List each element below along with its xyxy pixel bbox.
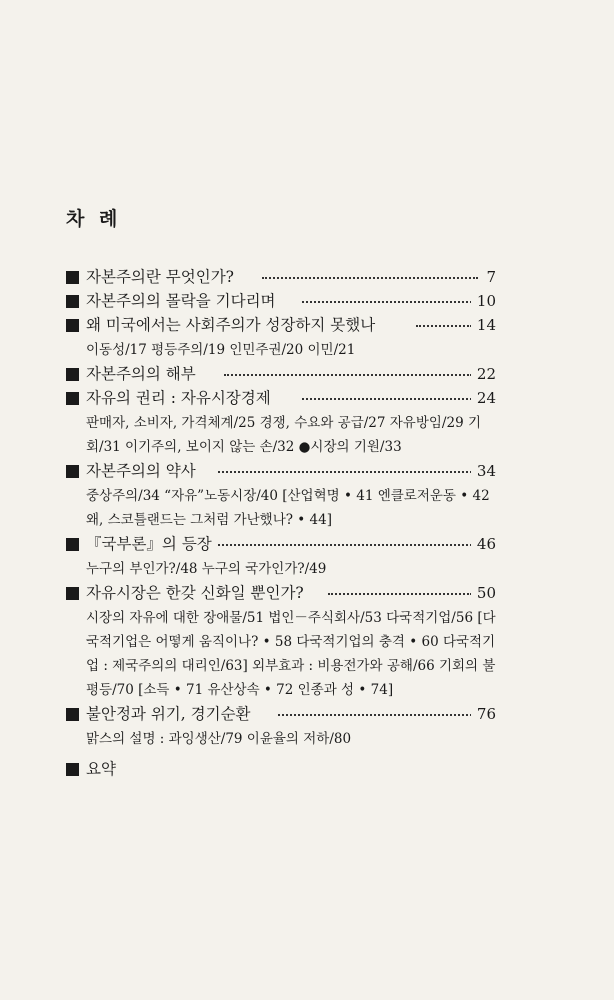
toc-entry-title: 자본주의의 해부: [86, 365, 200, 384]
toc-entry-title: 불안정과 위기, 경기순환: [86, 705, 255, 724]
square-bullet-icon: [66, 538, 79, 551]
page-title: 차 례: [66, 208, 122, 230]
dot-leader: [328, 593, 472, 595]
dot-leader: [416, 325, 472, 327]
square-bullet-icon: [66, 708, 79, 721]
toc-entry: [66, 365, 496, 384]
toc-subentries: 시장의 자유에 대한 장애물/51 법인－주식회사/53 다국적기업/56 [다국적기업은 어떻게 움직이나? • 58 다국적기업의 충격 • 60 다국적기업 : 제국주의의 대리인/63] 외부효과 : 비용전가와 공해/66 기회의 불평등/70 [소득 • 71 유산상속 • 72 인종과 성 • 74]: [86, 610, 496, 698]
square-bullet-icon: [66, 587, 79, 600]
dot-leader: [302, 301, 472, 303]
toc-entry-title: 자본주의란 무엇인가?: [86, 268, 238, 287]
dot-leader: [218, 471, 472, 473]
toc-entry: [66, 268, 496, 287]
toc-page-number: 50: [471, 584, 496, 603]
dot-leader: [278, 714, 472, 716]
square-bullet-icon: [66, 319, 79, 332]
toc-entry: [66, 292, 496, 311]
toc-page-number: 22: [471, 365, 496, 384]
table-of-contents: [66, 268, 496, 784]
toc-page-number: 24: [471, 389, 496, 408]
toc-entry-title: 요약: [86, 760, 120, 779]
square-bullet-icon: [66, 295, 79, 308]
toc-subentries: 누구의 부인가?/48 누구의 국가인가?/49: [86, 561, 327, 577]
toc-entry-title: 『국부론』의 등장: [86, 535, 216, 554]
toc-page-number: 46: [471, 535, 496, 554]
toc-entry: [66, 760, 496, 779]
toc-entry: [66, 584, 496, 603]
toc-page-number: 76: [471, 705, 496, 724]
toc-entry: [66, 705, 496, 724]
toc-page-number: 34: [471, 462, 496, 481]
toc-entry: [66, 462, 496, 481]
dot-leader: [302, 398, 472, 400]
square-bullet-icon: [66, 392, 79, 405]
toc-entry: [66, 389, 496, 408]
square-bullet-icon: [66, 368, 79, 381]
toc-entry-title: 자본주의의 약사: [86, 462, 200, 481]
dot-leader: [224, 374, 472, 376]
toc-subentries: 이동성/17 평등주의/19 인민주권/20 이민/21: [86, 342, 356, 358]
toc-entry-title: 자유시장은 한갖 신화일 뿐인가?: [86, 584, 308, 603]
toc-entry: [66, 316, 496, 335]
toc-entry: [66, 535, 496, 554]
square-bullet-icon: [66, 763, 79, 776]
toc-page-number: 7: [480, 268, 496, 287]
toc-subentries: 판매자, 소비자, 가격체계/25 경쟁, 수요와 공급/27 자유방임/29 기회/31 이기주의, 보이지 않는 손/32 ●시장의 기원/33: [86, 415, 481, 455]
toc-page-number: 14: [471, 316, 496, 335]
dot-leader: [218, 544, 472, 546]
toc-subentries: 맑스의 설명 : 과잉생산/79 이윤율의 저하/80: [86, 731, 352, 747]
toc-page-number: 10: [471, 292, 496, 311]
toc-entry-title: 왜 미국에서는 사회주의가 성장하지 못했나: [86, 316, 379, 335]
square-bullet-icon: [66, 465, 79, 478]
toc-entry-title: 자본주의의 몰락을 기다리며: [86, 292, 280, 311]
dot-leader: [262, 277, 478, 279]
toc-subentries: 중상주의/34 “자유”노동시장/40 [산업혁명 • 41 엔클로저운동 • 42 왜, 스코틀랜드는 그처럼 가난했나? • 44]: [86, 488, 490, 528]
toc-entry-title: 자유의 권리 : 자유시장경제: [86, 389, 275, 408]
square-bullet-icon: [66, 271, 79, 284]
